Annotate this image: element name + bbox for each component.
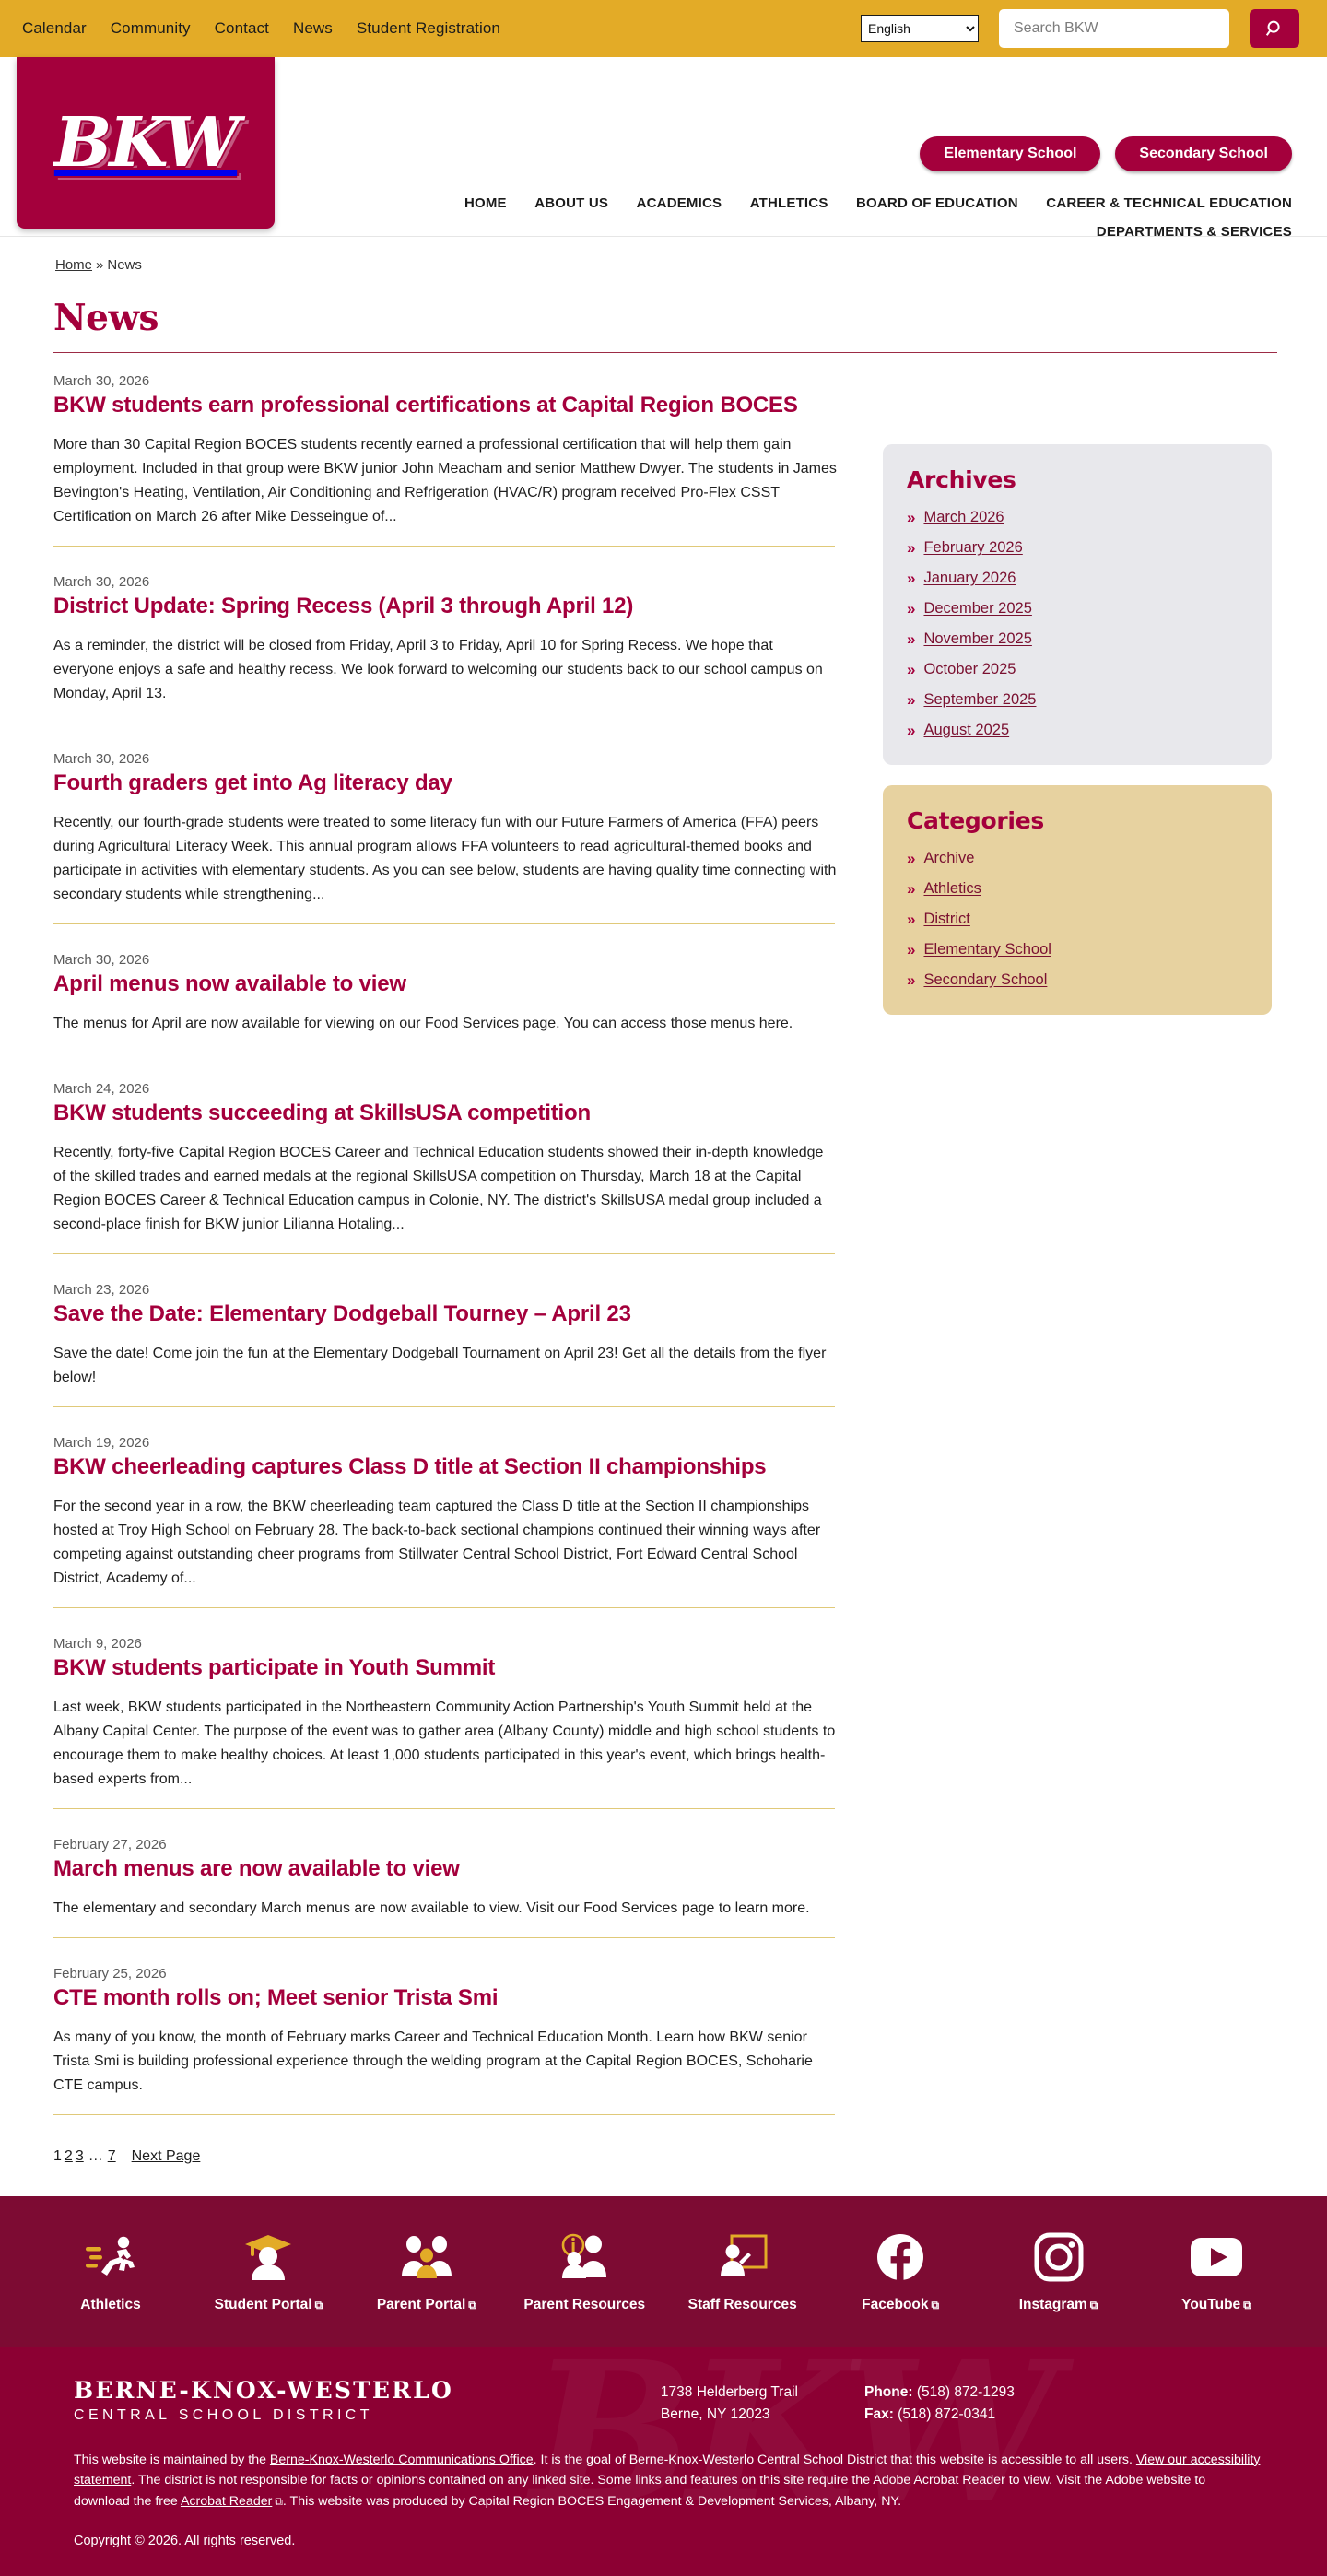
- news-item: [53, 559, 837, 736]
- utility-right-group: [861, 9, 1299, 48]
- news-separator: [53, 2114, 835, 2115]
- quicklink-label: Staff Resources: [687, 2296, 797, 2312]
- archives-link-december-2025[interactable]: December 2025: [923, 600, 1032, 617]
- footer-phone-value: (518) 872-1293: [916, 2383, 1015, 2400]
- footer-disclaimer: [74, 2450, 1262, 2511]
- sidebar: [883, 373, 1272, 1035]
- search-input[interactable]: [999, 9, 1229, 48]
- list-item: [907, 941, 1248, 959]
- utility-nav: [22, 19, 500, 38]
- list-item: [907, 570, 1248, 587]
- news-separator: [53, 1808, 835, 1809]
- footer-district-name: BERNE-KNOX-WESTERLO: [74, 2376, 453, 2404]
- page-title-rule: [53, 352, 1277, 353]
- archives-heading: Archives: [907, 466, 1016, 493]
- categories-heading: Categories: [907, 807, 1044, 834]
- footer-bottom: [0, 2347, 1327, 2576]
- news-date: February 27, 2026: [53, 1836, 167, 1853]
- footer-phone: [864, 2382, 1015, 2404]
- disclaimer-text-3: . The district is not responsible for facts or opinions contained on any linked site. Some links and features on this site require the Adobe Acrobat Reader to view. Visit the Adobe website to download the free: [74, 2473, 1206, 2509]
- quicklink-label: YouTube ⧉: [1181, 2296, 1251, 2312]
- footer-phone-label: Phone:: [863, 2383, 913, 2400]
- family-icon: [353, 2229, 500, 2285]
- footer-fax-label: Fax:: [863, 2405, 894, 2422]
- news-item: [53, 1066, 837, 1267]
- utility-bar: [0, 0, 1327, 57]
- facebook-icon: [827, 2229, 974, 2285]
- categories-card: [883, 785, 1272, 1015]
- news-date: February 25, 2026: [53, 1965, 167, 1982]
- categories-list: [907, 850, 1248, 989]
- double-chevron-right-icon: »: [907, 971, 916, 989]
- pagination-page-3[interactable]: 3: [75, 2147, 84, 2164]
- archives-link-february-2026[interactable]: February 2026: [923, 539, 1023, 556]
- pagination-ellipsis: …: [88, 2147, 103, 2164]
- disclaimer-text-4: . This website was produced by Capital Region BOCES Engagement & Development Services, Albany, NY.: [282, 2493, 902, 2509]
- external-link-icon: ⧉: [931, 2298, 940, 2311]
- footer-fax-value: (518) 872-0341: [898, 2405, 996, 2422]
- news-date: March 30, 2026: [53, 951, 150, 968]
- news-item: [53, 1267, 837, 1420]
- disclaimer-link-accessibility-statement[interactable]: View our accessibility statement: [74, 2452, 1261, 2488]
- nav-item-home[interactable]: HOME: [464, 195, 507, 211]
- pagination-page-1: 1: [53, 2147, 62, 2164]
- nav-item-board-of-education[interactable]: BOARD OF EDUCATION: [856, 195, 1018, 211]
- news-excerpt: Recently, forty-five Capital Region BOCES Career and Technical Education students showed their in-depth knowledge of the skilled trades and earned medals at the regional SkillsUSA competition on Thursday, March 18 at the Capital Region BOCES Career & Technical Education campus in Colonie, NY. The district's SkillsUSA medal group included a second-place finish for BKW junior Lilianna Hotaling...: [53, 1145, 824, 1232]
- info-people-icon: [511, 2229, 658, 2285]
- pagination-next-page[interactable]: Next Page: [131, 2147, 201, 2164]
- news-title-link[interactable]: BKW students succeeding at SkillsUSA competition: [53, 1100, 591, 1125]
- news-excerpt: The menus for April are now available for viewing on our Food Services page. You can access those menus here.: [53, 1016, 793, 1032]
- nav-item-about-us[interactable]: ABOUT US: [534, 195, 609, 211]
- list-item: [907, 911, 1248, 928]
- page-title: News: [53, 297, 159, 339]
- search-icon: [1264, 18, 1285, 39]
- archives-card: [883, 444, 1272, 765]
- news-date: March 30, 2026: [53, 750, 150, 767]
- breadcrumb-current: News: [107, 257, 142, 273]
- list-item: [907, 722, 1248, 739]
- archives-link-october-2025[interactable]: October 2025: [923, 661, 1016, 677]
- quicklink-facebook[interactable]: [827, 2229, 974, 2315]
- list-item: [907, 600, 1248, 618]
- footer-address-line1: 1738 Helderberg Trail: [660, 2383, 798, 2400]
- utility-link-student-registration[interactable]: Student Registration: [356, 19, 500, 37]
- news-separator: [53, 1607, 835, 1608]
- youtube-icon: [1143, 2229, 1290, 2285]
- news-item: [53, 1951, 837, 2128]
- news-item: [53, 1822, 837, 1951]
- list-item: [907, 850, 1248, 867]
- footer-quicklinks: [0, 2196, 1327, 2347]
- news-item: [53, 373, 837, 559]
- categories-link-elementary-school[interactable]: Elementary School: [923, 941, 1051, 958]
- news-separator: [53, 1406, 835, 1407]
- double-chevron-right-icon: »: [907, 941, 916, 959]
- logo-text: BKW: [53, 103, 238, 182]
- quicklink-label: Athletics: [80, 2296, 141, 2312]
- double-chevron-right-icon: »: [907, 539, 916, 557]
- news-list: [53, 373, 837, 2196]
- site-footer: [0, 2196, 1327, 2576]
- news-date: March 30, 2026: [53, 573, 150, 590]
- quicklink-student-portal[interactable]: [194, 2229, 342, 2315]
- disclaimer-link-acrobat-reader[interactable]: Acrobat Reader: [180, 2493, 273, 2509]
- elementary-school-button[interactable]: Elementary School: [920, 136, 1100, 171]
- double-chevron-right-icon: »: [907, 509, 916, 526]
- graduate-icon: [194, 2229, 342, 2285]
- archives-list: [907, 509, 1248, 739]
- news-separator: [53, 1937, 835, 1938]
- pagination: [53, 2148, 837, 2165]
- double-chevron-right-icon: »: [907, 911, 916, 928]
- double-chevron-right-icon: »: [907, 630, 916, 648]
- external-link-icon: ⧉: [1243, 2298, 1251, 2311]
- news-excerpt: As many of you know, the month of February marks Career and Technical Education Month. Learn how BKW senior Trista Smi is building professional experience through the welding program at the Capital Region BOCES, Schoharie CTE campus.: [53, 2029, 813, 2093]
- footer-fax: [864, 2404, 1015, 2426]
- news-excerpt: The elementary and secondary March menus are now available to view. Visit our Food Services page to learn more.: [53, 1900, 810, 1916]
- news-title-link[interactable]: CTE month rolls on; Meet senior Trista Smi: [53, 1984, 499, 2010]
- archives-link-march-2026[interactable]: March 2026: [923, 509, 1004, 525]
- site-header: [0, 57, 1327, 241]
- external-link-icon: ⧉: [275, 2494, 283, 2508]
- news-title-link[interactable]: April menus now available to view: [53, 970, 406, 996]
- nav-item-athletics[interactable]: ATHLETICS: [749, 195, 828, 211]
- list-item: [907, 539, 1248, 557]
- double-chevron-right-icon: »: [907, 570, 916, 587]
- pagination-page-2[interactable]: 2: [64, 2147, 73, 2164]
- utility-link-contact[interactable]: Contact: [214, 19, 269, 37]
- language-select[interactable]: [861, 15, 979, 42]
- instagram-icon: [985, 2229, 1133, 2285]
- list-item: [907, 661, 1248, 678]
- main-nav: [435, 189, 1292, 246]
- news-title-link[interactable]: March menus are now available to view: [53, 1855, 460, 1881]
- list-item: [907, 509, 1248, 526]
- external-link-icon: ⧉: [468, 2298, 476, 2311]
- news-excerpt: Recently, our fourth-grade students were treated to some literacy fun with our Future Farmers of America (FFA) peers during Agricultural Literacy Week. This annual program allows FFA volunteers to read agricultural-themed books and participate in activities with elementary students. As you can see below, students are having quality time connecting with secondary students while strengthening...: [53, 815, 837, 902]
- archives-link-january-2026[interactable]: January 2026: [923, 570, 1016, 586]
- external-link-icon: ⧉: [314, 2298, 323, 2311]
- archives-link-november-2025[interactable]: November 2025: [923, 630, 1032, 647]
- double-chevron-right-icon: »: [907, 722, 916, 739]
- news-excerpt: More than 30 Capital Region BOCES students recently earned a professional certification that will help them gain employment. Included in that group were BKW junior John Meacham and senior Matthew Dwyer. The students in James Bevington's Heating, Ventilation, Air Conditioning and Refrigeration (HVAC/R) program received Pro-Flex CSST Certification on March 26 after Mike Desseingue of...: [53, 437, 837, 524]
- double-chevron-right-icon: »: [907, 880, 916, 898]
- news-title-link[interactable]: BKW students participate in Youth Summit: [53, 1654, 496, 1680]
- news-excerpt: Save the date! Come join the fun at the Elementary Dodgeball Tournament on April 23! Get all the details from the flyer below!: [53, 1346, 827, 1385]
- categories-link-archive[interactable]: Archive: [923, 850, 975, 866]
- news-date: March 30, 2026: [53, 373, 150, 389]
- list-item: [907, 880, 1248, 898]
- secondary-school-button[interactable]: Secondary School: [1115, 136, 1292, 171]
- disclaimer-text-1: This website is maintained by the: [74, 2452, 270, 2467]
- runner-icon: [37, 2229, 184, 2285]
- breadcrumb-separator: »: [96, 257, 104, 273]
- quicklink-parent-resources[interactable]: [511, 2229, 658, 2315]
- news-title-link[interactable]: Fourth graders get into Ag literacy day: [53, 770, 452, 795]
- news-excerpt: As a reminder, the district will be closed from Friday, April 3 to Friday, April 10 for Spring Recess. We hope that everyone enjoys a safe and healthy recess. We look forward to welcoming our students back to our school campus on Monday, April 13.: [53, 638, 823, 701]
- news-date: March 23, 2026: [53, 1281, 150, 1298]
- footer-district-subtitle: CENTRAL SCHOOL DISTRICT: [74, 2407, 373, 2424]
- quicklink-instagram[interactable]: [985, 2229, 1133, 2315]
- disclaimer-text-2: . It is the goal of Berne-Knox-Westerlo Central School District that this website is accessible to all users.: [533, 2452, 1136, 2467]
- archives-link-august-2025[interactable]: August 2025: [923, 722, 1010, 738]
- news-excerpt: Last week, BKW students participated in the Northeastern Community Action Partnership's Youth Summit held at the Albany Capital Center. The purpose of the event was to gather area (Albany County) middle and high school students to encourage them to make healthy choices. At least 1,000 students participated in this year's event, which brings health-based experts from...: [53, 1700, 836, 1787]
- utility-link-news[interactable]: News: [292, 19, 333, 37]
- news-item: [53, 736, 837, 937]
- footer-copyright: Copyright © 2026. All rights reserved.: [74, 2534, 296, 2549]
- footer-district-identity: [74, 2376, 453, 2424]
- news-date: March 9, 2026: [53, 1635, 142, 1652]
- footer-info-row: [74, 2376, 1272, 2426]
- disclaimer-link-communications-office[interactable]: Berne-Knox-Westerlo Communications Office: [269, 2452, 534, 2467]
- news-date: March 19, 2026: [53, 1434, 150, 1451]
- news-title-link[interactable]: BKW cheerleading captures Class D title at Section II championships: [53, 1453, 767, 1479]
- list-item: [907, 971, 1248, 989]
- double-chevron-right-icon: »: [907, 661, 916, 678]
- nav-item-career-technical-education[interactable]: CAREER & TECHNICAL EDUCATION: [1046, 195, 1292, 211]
- news-separator: [53, 1253, 835, 1254]
- quicklink-label: Facebook ⧉: [862, 2296, 940, 2312]
- footer-contact: [864, 2382, 1015, 2426]
- nav-item-academics[interactable]: ACADEMICS: [636, 195, 722, 211]
- external-link-icon: ⧉: [1089, 2298, 1098, 2311]
- quicklink-label: Student Portal ⧉: [214, 2296, 323, 2312]
- page-body: [0, 373, 1327, 2196]
- quicklink-youtube[interactable]: [1143, 2229, 1290, 2315]
- quicklink-label: Instagram ⧉: [1018, 2296, 1098, 2312]
- news-title-link[interactable]: District Update: Spring Recess (April 3 through April 12): [53, 593, 634, 618]
- categories-link-athletics[interactable]: Athletics: [923, 880, 981, 897]
- double-chevron-right-icon: »: [907, 850, 916, 867]
- news-title-link[interactable]: Save the Date: Elementary Dodgeball Tourney – April 23: [53, 1300, 631, 1326]
- news-title-link[interactable]: BKW students earn professional certifications at Capital Region BOCES: [53, 393, 798, 418]
- archives-link-september-2025[interactable]: September 2025: [923, 691, 1037, 708]
- nav-item-departments-services[interactable]: DEPARTMENTS & SERVICES: [1096, 224, 1292, 241]
- news-item: [53, 1420, 837, 1621]
- quicklink-athletics[interactable]: [37, 2229, 184, 2315]
- quicklink-label: Parent Resources: [523, 2296, 646, 2312]
- double-chevron-right-icon: »: [907, 600, 916, 618]
- news-separator: [53, 923, 835, 924]
- list-item: [907, 691, 1248, 709]
- quicklink-label: Parent Portal ⧉: [376, 2296, 476, 2312]
- footer-address-line2: Berne, NY 12023: [660, 2405, 770, 2422]
- quicklink-staff-resources[interactable]: [669, 2229, 816, 2315]
- news-date: March 24, 2026: [53, 1080, 150, 1097]
- categories-link-district[interactable]: District: [923, 911, 970, 927]
- quicklink-parent-portal[interactable]: [353, 2229, 500, 2315]
- news-excerpt: For the second year in a row, the BKW cheerleading team captured the Class D title at the Section II championships hosted at Troy High School on February 28. The back-to-back sectional champions continued their winning ways after competing against outstanding cheer programs from Stillwater Central School District, Fort Edward Central School District, Academy of...: [53, 1499, 821, 1586]
- site-logo[interactable]: [17, 57, 275, 229]
- utility-link-community[interactable]: Community: [110, 19, 191, 37]
- utility-link-calendar[interactable]: Calendar: [22, 19, 87, 37]
- pagination-page-last[interactable]: 7: [107, 2147, 116, 2164]
- news-item: [53, 937, 837, 1066]
- footer-address: [661, 2382, 798, 2426]
- school-buttons-group: [920, 136, 1292, 171]
- breadcrumb-home[interactable]: Home: [55, 257, 93, 273]
- news-item: [53, 1621, 837, 1822]
- double-chevron-right-icon: »: [907, 691, 916, 709]
- list-item: [907, 630, 1248, 648]
- search-button[interactable]: [1250, 9, 1299, 48]
- teacher-board-icon: [669, 2229, 816, 2285]
- news-separator: [53, 546, 835, 547]
- categories-link-secondary-school[interactable]: Secondary School: [923, 971, 1048, 988]
